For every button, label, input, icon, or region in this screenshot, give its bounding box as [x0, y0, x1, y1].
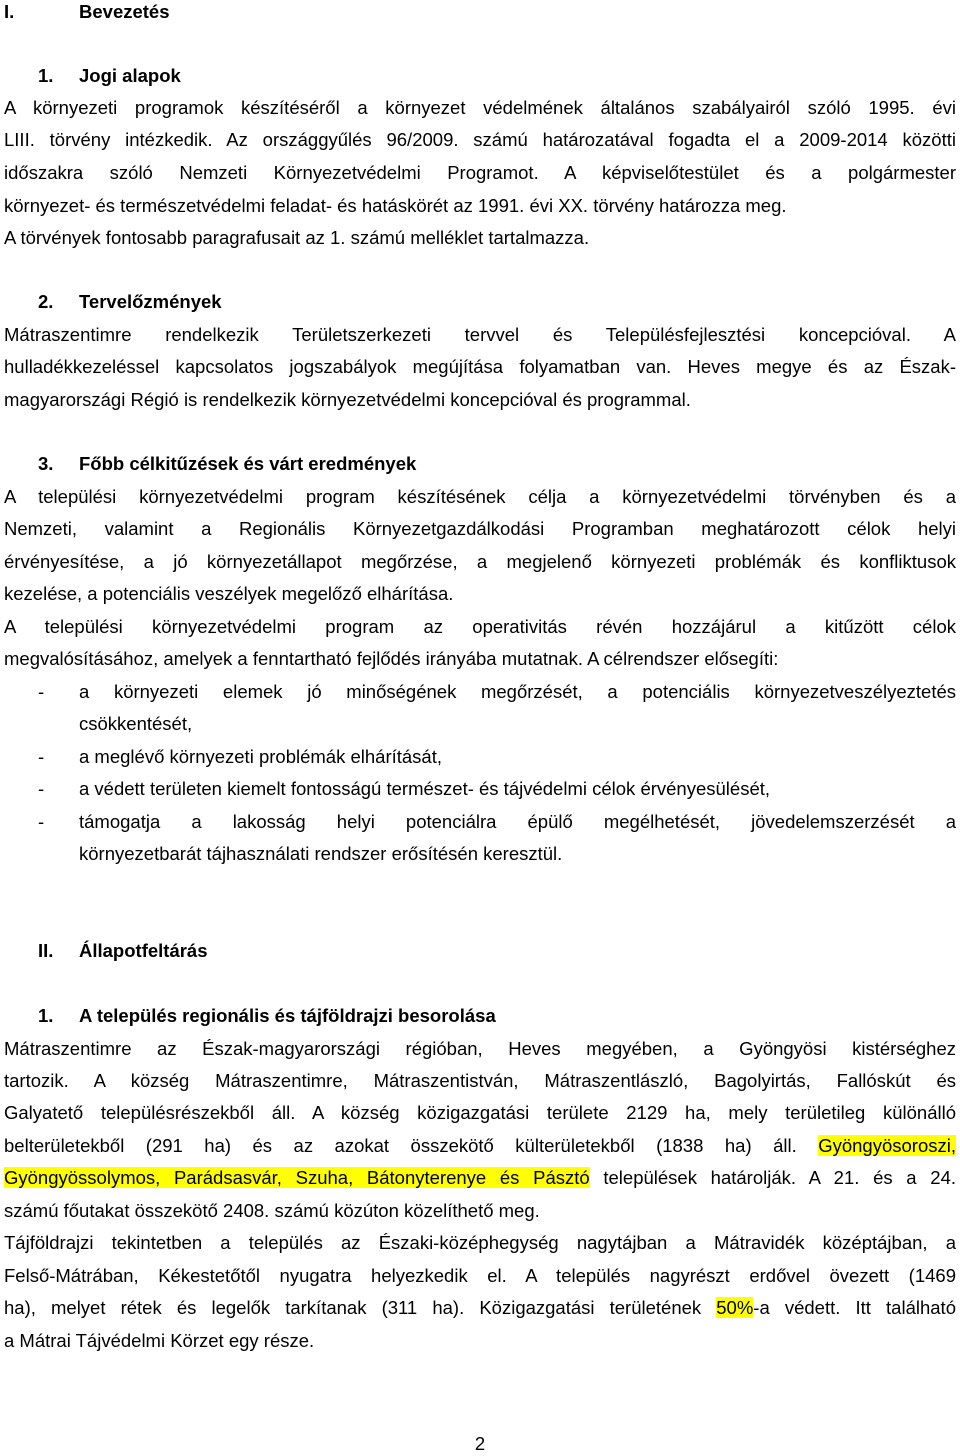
section-number: II.: [38, 940, 54, 961]
subsection-number: 1.: [38, 65, 54, 86]
page-number: 2: [474, 1433, 486, 1454]
list-item: csökkentését,: [79, 713, 193, 734]
subsection-number: 1.: [38, 1005, 54, 1026]
subsection-title: Főbb célkitűzések és várt eredmények: [79, 453, 417, 474]
text-run: -a védett. Itt található: [753, 1297, 956, 1318]
paragraph-line: magyarországi Régió is rendelkezik környezetvédelmi koncepcióval és programmal.: [4, 389, 691, 410]
paragraph-line: Mátraszentimre rendelkezik Területszerkezeti tervvel és Településfejlesztési koncepcióval. A: [4, 324, 956, 345]
list-dash: -: [38, 811, 45, 832]
subsection-title: Tervelőzmények: [79, 291, 222, 312]
paragraph-line: [4, 1296, 956, 1320]
section-title: Bevezetés: [79, 1, 170, 22]
section-number: I.: [4, 1, 15, 22]
paragraph-line: számú főutakat összekötő 2408. számú közúton közelíthető meg.: [4, 1200, 540, 1221]
paragraph-line: A települési környezetvédelmi program az operativitás révén hozzájárul a kitűzött célok: [4, 616, 956, 637]
highlighted-text: Gyöngyössolymos, Parádsasvár, Szuha, Bátonyterenye és Pásztó: [4, 1167, 590, 1188]
paragraph-line: érvényesítése, a jó környezetállapot megőrzése, a megjelenő környezeti problémák és konfliktusok: [4, 551, 956, 572]
paragraph-line: [4, 1134, 956, 1158]
subsection-number: 2.: [38, 291, 54, 312]
list-item: a védett területen kiemelt fontosságú természet- és tájvédelmi célok érvényesülését,: [79, 778, 771, 799]
paragraph-line: LIII. törvény intézkedik. Az országgyűlés 96/2009. számú határozatával fogadta el a 2009-2014 közötti: [4, 129, 956, 150]
list-item: a környezeti elemek jó minőségének megőrzését, a potenciális környezetveszélyeztetés: [79, 681, 956, 702]
paragraph-line: Galyatető településrészekből áll. A község közigazgatási területe 2129 ha, mely területileg különálló: [4, 1102, 956, 1123]
list-item: támogatja a lakosság helyi potenciálra épülő megélhetését, jövedelemszerzését a: [79, 811, 956, 832]
paragraph-line: Tájföldrajzi tekintetben a település az Északi-középhegység nagytájban a Mátravidék középtájban, a: [4, 1232, 956, 1253]
paragraph-line: hulladékkezeléssel kapcsolatos jogszabályok megújítása folyamatban van. Heves megye és az Észak-: [4, 356, 956, 377]
subsection-title: Jogi alapok: [79, 65, 181, 86]
list-dash: -: [38, 746, 45, 767]
paragraph-line: környezet- és természetvédelmi feladat- és hatáskörét az 1991. évi XX. törvény határozza meg.: [4, 195, 787, 216]
paragraph-line: Mátraszentimre az Észak-magyarországi régióban, Heves megyében, a Gyöngyösi kistérséghez: [4, 1038, 956, 1059]
paragraph-line: Nemzeti, valamint a Regionális Környezetgazdálkodási Programban meghatározott célok helyi: [4, 518, 956, 539]
paragraph-line: kezelése, a potenciális veszélyek megelőző elhárítása.: [4, 583, 454, 604]
paragraph-line: Felső-Mátrában, Kékestetőtől nyugatra helyezkedik el. A település nagyrészt erdővel övezett (1469: [4, 1265, 956, 1286]
highlighted-text: Gyöngyösoroszi,: [818, 1135, 956, 1156]
paragraph-line: tartozik. A község Mátraszentimre, Mátraszentistván, Mátraszentlászló, Bagolyirtás, Fallóskút és: [4, 1070, 956, 1091]
text-run: ha), melyet rétek és legelők tarkítanak (311 ha). Közigazgatási területének: [4, 1297, 717, 1318]
paragraph-line: [4, 1166, 956, 1190]
subsection-title: A település regionális és tájföldrajzi besorolása: [79, 1005, 496, 1026]
paragraph-line: időszakra szóló Nemzeti Környezetvédelmi Programot. A képviselőtestület és a polgármester: [4, 162, 956, 183]
subsection-number: 3.: [38, 453, 54, 474]
list-dash: -: [38, 778, 45, 799]
paragraph-line: A települési környezetvédelmi program készítésének célja a környezetvédelmi törvényben és a: [4, 486, 956, 507]
paragraph-line: a Mátrai Tájvédelmi Körzet egy része.: [4, 1330, 315, 1351]
text-run: települések határolják. A 21. és a 24.: [589, 1167, 956, 1188]
paragraph-line: A törvények fontosabb paragrafusait az 1. számú melléklet tartalmazza.: [4, 227, 590, 248]
text-run: belterületekből (291 ha) és az azokat összekötő külterületekből (1838 ha) áll.: [4, 1135, 819, 1156]
paragraph-line: A környezeti programok készítéséről a környezet védelmének általános szabályairól szóló 1995. évi: [4, 97, 956, 118]
paragraph-line: megvalósításához, amelyek a fenntartható fejlődés irányába mutatnak. A célrendszer elősegíti:: [4, 648, 779, 669]
list-item: a meglévő környezeti problémák elhárítását,: [79, 746, 442, 767]
highlighted-text: 50%: [716, 1297, 754, 1318]
list-item: környezetbarát tájhasználati rendszer erősítésén keresztül.: [79, 843, 563, 864]
section-title: Állapotfeltárás: [79, 940, 208, 961]
list-dash: -: [38, 681, 45, 702]
